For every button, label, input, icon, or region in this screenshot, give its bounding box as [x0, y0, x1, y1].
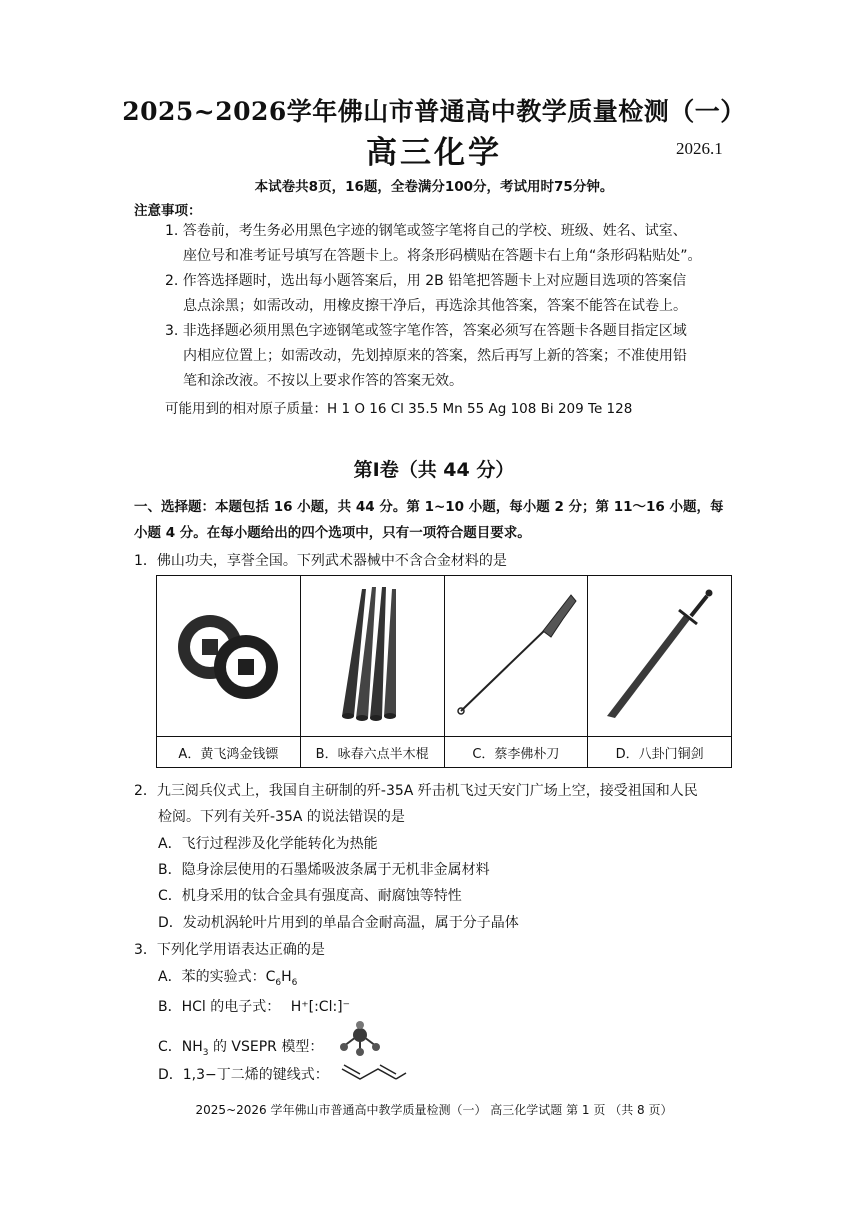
option-a-image-cell — [157, 576, 301, 737]
q3-option-d: D．1,3−丁二烯的键线式： — [158, 1067, 329, 1083]
notice-heading: 注意事项： — [134, 203, 202, 219]
exam-info: 本试卷共8页，16题，全卷满分100分，考试用时75分钟。 — [254, 179, 614, 195]
q3-option-b — [158, 996, 350, 1016]
q2-option-d: D．发动机涡轮叶片用到的单晶合金耐高温，属于分子晶体 — [158, 915, 519, 931]
pudao-blade-image — [451, 589, 581, 719]
section-title: 第Ⅰ卷（共 44 分） — [353, 459, 515, 481]
q3-stem: 3．下列化学用语表达正确的是 — [134, 942, 325, 958]
q3-option-a-label: A．苯的实验式： — [158, 969, 266, 985]
wooden-pole-image — [332, 584, 412, 724]
option-a-caption: A．黄飞鸿金钱镖 — [157, 737, 301, 768]
option-d-image-cell — [588, 576, 732, 737]
option-c-caption: C．蔡李佛朴刀 — [444, 737, 588, 768]
q2-option-a: A．飞行过程涉及化学能转化为热能 — [158, 836, 378, 852]
notice-line: 3. 非选择题必须用黑色字迹钢笔或签字笔作答，答案必须写在答题卡各题目指定区域 — [165, 323, 687, 339]
q3-option-b-label: B．HCl 的电子式： — [158, 999, 281, 1015]
butadiene-skeletal-formula — [340, 1061, 410, 1083]
q3-option-c-label-post: 的 VSEPR 模型： — [208, 1039, 324, 1055]
formula-h: H — [281, 969, 292, 985]
notice-line: 内相应位置上；如需改动，先划掉原来的答案，然后再写上新的答案；不准使用铅 — [183, 348, 687, 364]
option-d-caption: D．八卦门铜剑 — [588, 737, 732, 768]
q1-options-table — [156, 575, 732, 768]
section-desc-line2: 小题 4 分。在每小题给出的四个选项中，只有一项符合题目要求。 — [134, 525, 531, 541]
q3-option-c — [158, 1036, 323, 1058]
q3-option-c-label-pre: C．NH — [158, 1039, 203, 1055]
notice-line: 2. 作答选择题时，选出每小题答案后，用 2B 铅笔把答题卡上对应题目选项的答案信 — [165, 273, 687, 289]
vsepr-model-diagram — [336, 1020, 386, 1058]
formula-h-sub: 6 — [291, 977, 298, 988]
exam-date: 2026.1 — [676, 139, 723, 158]
option-c-image-cell — [444, 576, 588, 737]
q2-stem-line1: 2．九三阅兵仪式上，我国自主研制的歼-35A 歼击机飞过天安门广场上空，接受祖国和人民 — [134, 783, 698, 799]
notice-line: 息点涂黑；如需改动，用橡皮擦干净后，再选涂其他答案，答案不能答在试卷上。 — [183, 298, 687, 314]
q1-stem: 1．佛山功夫，享誉全国。下列武术器械中不含合金材料的是 — [134, 553, 507, 569]
q3-option-a — [158, 966, 297, 988]
option-b-image-cell — [300, 576, 444, 737]
option-b-caption: B．咏春六点半木棍 — [300, 737, 444, 768]
q3-option-c-sub: 3 — [202, 1047, 209, 1058]
formula-c: C — [265, 969, 276, 985]
page-footer: 2025~2026 学年佛山市普通高中教学质量检测（一） 高三化学试题 第 1 页 （共 8 页） — [195, 1103, 673, 1117]
coin-dart-image — [168, 599, 288, 709]
subject-title: 高三化学 — [366, 135, 502, 171]
notice-line: 笔和涂改液。不按以上要求作答的答案无效。 — [183, 373, 463, 389]
section-desc-line1: 一、选择题：本题包括 16 小题，共 44 分。第 1~10 小题，每小题 2 分；第 11～16 小题，每 — [134, 499, 724, 515]
q2-stem-line2: 检阅。下列有关歼-35A 的说法错误的是 — [158, 809, 405, 825]
hcl-electron-formula: H⁺[:Cl:]⁻ — [290, 999, 351, 1015]
exam-title: 2025~2026学年佛山市普通高中教学质量检测（一） — [122, 97, 746, 126]
notice-line: 座位号和准考证号填写在答题卡上。将条形码横贴在答题卡右上角“条形码粘贴处”。 — [183, 248, 702, 264]
atomic-masses: 可能用到的相对原子质量：H 1 O 16 Cl 35.5 Mn 55 Ag 108 Bi 209 Te 128 — [165, 401, 633, 417]
q2-option-c: C．机身采用的钛合金具有强度高、耐腐蚀等特性 — [158, 888, 462, 904]
notice-line: 1. 答卷前，考生务必用黑色字迹的钢笔或签字笔将自己的学校、班级、姓名、试室、 — [165, 223, 687, 239]
copper-sword-image — [595, 584, 725, 724]
formula-c-sub: 6 — [275, 977, 282, 988]
q2-option-b: B．隐身涂层使用的石墨烯吸波条属于无机非金属材料 — [158, 862, 490, 878]
